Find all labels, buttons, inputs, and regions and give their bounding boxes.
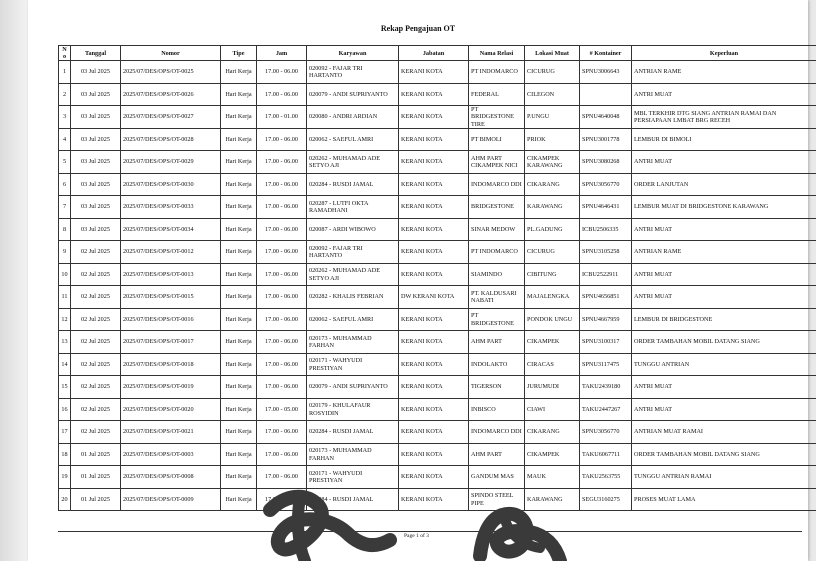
cell-lokasi-muat: KARAWANG — [525, 196, 580, 219]
cell-karyawan: 020284 - RUSDI JAMAL — [307, 173, 399, 196]
cell-karyawan: 020079 - ANDI SUPRIYANTO — [307, 83, 399, 106]
cell-karyawan: 020062 - SAEFUL AMRI — [307, 128, 399, 151]
cell-nama-relasi: PT BRIDGESTONE — [469, 308, 525, 331]
cell-jam: 17.00 - 06.00 — [257, 308, 307, 331]
cell-jabatan: KERANI KOTA — [399, 353, 469, 376]
cell-kontainer: SPNU4656851 — [580, 286, 632, 309]
cell-keperluan: LEMBUR DI BRIDGESTONE — [632, 308, 816, 331]
cell-jam: 17.00 - 06.00 — [257, 218, 307, 241]
cell-nama-relasi: SPINDO STEEL PIPE — [469, 488, 525, 511]
cell-jam: 17.00 - 06.00 — [257, 196, 307, 219]
cell-tipe: Hari Kerja — [221, 128, 257, 151]
cell-no: 3 — [59, 106, 71, 129]
cell-jabatan: KERANI KOTA — [399, 61, 469, 84]
cell-nama-relasi: INBISCO — [469, 398, 525, 421]
cell-jam: 17.00 - 06.00 — [257, 353, 307, 376]
cell-lokasi-muat: JURUMUDI — [525, 376, 580, 399]
cell-no: 20 — [59, 488, 71, 511]
cell-tipe: Hari Kerja — [221, 106, 257, 129]
col-header-no: No — [59, 46, 71, 61]
cell-jabatan: KERANI KOTA — [399, 218, 469, 241]
cell-tanggal: 01 Jul 2025 — [71, 466, 121, 489]
cell-karyawan: 020173 - MUHAMMAD FARHAN — [307, 331, 399, 354]
cell-jam: 17.00 - 06.00 — [257, 376, 307, 399]
cell-keperluan: MBL TERKHIR DTG SIANG ANTRIAN RAMAI DAN PERSIAPAAN LMBAT BRG RECEH — [632, 106, 816, 129]
cell-nomor: 2025/07/DES/OPS/OT-0017 — [121, 331, 221, 354]
cell-tipe: Hari Kerja — [221, 173, 257, 196]
cell-tanggal: 02 Jul 2025 — [71, 398, 121, 421]
cell-kontainer: TAKU2563755 — [580, 466, 632, 489]
cell-jabatan: KERANI KOTA — [399, 196, 469, 219]
cell-tipe: Hari Kerja — [221, 421, 257, 444]
cell-nomor: 2025/07/DES/OPS/OT-0029 — [121, 151, 221, 174]
cell-tanggal: 02 Jul 2025 — [71, 421, 121, 444]
cell-keperluan: ANTRIAN MUAT RAMAI — [632, 421, 816, 444]
cell-tanggal: 03 Jul 2025 — [71, 196, 121, 219]
cell-tipe: Hari Kerja — [221, 218, 257, 241]
cell-jam: 17.00 - 06.00 — [257, 331, 307, 354]
cell-nomor: 2025/07/DES/OPS/OT-0030 — [121, 173, 221, 196]
cell-nama-relasi: TIGERSON — [469, 376, 525, 399]
cell-tanggal: 01 Jul 2025 — [71, 488, 121, 511]
cell-tipe: Hari Kerja — [221, 83, 257, 106]
cell-tipe: Hari Kerja — [221, 443, 257, 466]
cell-lokasi-muat: CIAWI — [525, 398, 580, 421]
cell-keperluan: ORDER LANJUTAN — [632, 173, 816, 196]
cell-jabatan: KERANI KOTA — [399, 331, 469, 354]
cell-keperluan: ANTRIAN RAME — [632, 61, 816, 84]
cell-jam: 17.00 - 06.00 — [257, 421, 307, 444]
cell-nama-relasi: SIAMINDO — [469, 263, 525, 286]
cell-lokasi-muat: PRIOK — [525, 128, 580, 151]
cell-jabatan: KERANI KOTA — [399, 173, 469, 196]
cell-keperluan: ANTRI MUAT — [632, 376, 816, 399]
col-header-keperluan: Keperluan — [632, 46, 816, 61]
cell-tipe: Hari Kerja — [221, 331, 257, 354]
cell-karyawan: 020284 - RUSDI JAMAL — [307, 421, 399, 444]
col-header-tipe: Tipe — [221, 46, 257, 61]
cell-keperluan: ORDER TAMBAHAN MOBIL DATANG SIANG — [632, 331, 816, 354]
cell-lokasi-muat: CICURUG — [525, 241, 580, 264]
cell-karyawan: 020087 - ARDI WIBOWO — [307, 218, 399, 241]
cell-kontainer: TAKU2447267 — [580, 398, 632, 421]
cell-lokasi-muat: CIKARANG — [525, 421, 580, 444]
cell-tanggal: 03 Jul 2025 — [71, 218, 121, 241]
cell-jabatan: KERANI KOTA — [399, 488, 469, 511]
cell-keperluan: PROSES MUAT LAMA — [632, 488, 816, 511]
col-header-jabatan: Jabatan — [399, 46, 469, 61]
cell-kontainer: TAKU6067711 — [580, 443, 632, 466]
cell-jam: 17.00 - 01.00 — [257, 106, 307, 129]
cell-no: 18 — [59, 443, 71, 466]
cell-jabatan: KERANI KOTA — [399, 263, 469, 286]
scribble-stroke — [270, 497, 390, 550]
cell-nomor: 2025/07/DES/OPS/OT-0019 — [121, 376, 221, 399]
cell-lokasi-muat: CILEGON — [525, 83, 580, 106]
col-header-lokasi-muat: Lokasi Muat — [525, 46, 580, 61]
cell-tanggal: 03 Jul 2025 — [71, 173, 121, 196]
cell-lokasi-muat: CIKARANG — [525, 173, 580, 196]
col-header-nomor: Nomor — [121, 46, 221, 61]
cell-kontainer: SPNU3056770 — [580, 173, 632, 196]
cell-no: 17 — [59, 421, 71, 444]
page-title: Rekap Pengajuan OT — [380, 24, 456, 33]
cell-nomor: 2025/07/DES/OPS/OT-0034 — [121, 218, 221, 241]
cell-lokasi-muat: PL.GADUNG — [525, 218, 580, 241]
cell-nomor: 2025/07/DES/OPS/OT-0033 — [121, 196, 221, 219]
cell-keperluan: TUNGGU ANTRIAN — [632, 353, 816, 376]
cell-karyawan: 020092 - FAJAR TRI HARTANTO — [307, 61, 399, 84]
cell-lokasi-muat: CIKAMPEK KARAWANG — [525, 151, 580, 174]
cell-kontainer: SPNU3100317 — [580, 331, 632, 354]
col-header-kontainer: # Kontainer — [580, 46, 632, 61]
cell-tanggal: 02 Jul 2025 — [71, 308, 121, 331]
cell-no: 15 — [59, 376, 71, 399]
col-header-tanggal: Tanggal — [71, 46, 121, 61]
cell-keperluan: TUNGGU ANTRIAN RAMAI — [632, 466, 816, 489]
cell-lokasi-muat: CICURUG — [525, 61, 580, 84]
cell-karyawan: 020287 - LUTFI OKTA RAMADHANI — [307, 196, 399, 219]
cell-nama-relasi: GANDUM MAS — [469, 466, 525, 489]
cell-kontainer: SPNU3006643 — [580, 61, 632, 84]
cell-no: 8 — [59, 218, 71, 241]
cell-keperluan: ANTRI MUAT — [632, 286, 816, 309]
cell-no: 10 — [59, 263, 71, 286]
cell-tanggal: 02 Jul 2025 — [71, 286, 121, 309]
cell-lokasi-muat: CIRACAS — [525, 353, 580, 376]
cell-keperluan: LEMBUR MUAT DI BRIDGESTONE KARAWANG — [632, 196, 816, 219]
cell-no: 14 — [59, 353, 71, 376]
cell-nomor: 2025/07/DES/OPS/OT-0012 — [121, 241, 221, 264]
cell-keperluan: ANTRI MUAT — [632, 218, 816, 241]
cell-kontainer: SPNU3056770 — [580, 421, 632, 444]
cell-nama-relasi: PT BIMOLI — [469, 128, 525, 151]
cell-nomor: 2025/07/DES/OPS/OT-0021 — [121, 421, 221, 444]
cell-keperluan: LEMBUR DI BIMOLI — [632, 128, 816, 151]
cell-jam: 17.00 - 05.00 — [257, 398, 307, 421]
cell-lokasi-muat: MAJALENGKA — [525, 286, 580, 309]
cell-tanggal: 03 Jul 2025 — [71, 106, 121, 129]
cell-tipe: Hari Kerja — [221, 488, 257, 511]
cell-jabatan: KERANI KOTA — [399, 83, 469, 106]
cell-no: 5 — [59, 151, 71, 174]
cell-tipe: Hari Kerja — [221, 466, 257, 489]
scribble-stroke — [298, 498, 305, 561]
cell-tanggal: 02 Jul 2025 — [71, 331, 121, 354]
cell-nomor: 2025/07/DES/OPS/OT-0028 — [121, 128, 221, 151]
cell-kontainer: SEGU3160275 — [580, 488, 632, 511]
cell-keperluan: ANTRI MUAT — [632, 151, 816, 174]
cell-nomor: 2025/07/DES/OPS/OT-0026 — [121, 83, 221, 106]
cell-tipe: Hari Kerja — [221, 196, 257, 219]
cell-no: 11 — [59, 286, 71, 309]
cell-jabatan: KERANI KOTA — [399, 443, 469, 466]
cell-no: 19 — [59, 466, 71, 489]
cell-no: 12 — [59, 308, 71, 331]
cell-jam: 17.00 - 06.00 — [257, 443, 307, 466]
cell-no: 9 — [59, 241, 71, 264]
cell-tipe: Hari Kerja — [221, 286, 257, 309]
cell-lokasi-muat: KARAWANG — [525, 488, 580, 511]
cell-nomor: 2025/07/DES/OPS/OT-0020 — [121, 398, 221, 421]
cell-nomor: 2025/07/DES/OPS/OT-0013 — [121, 263, 221, 286]
cell-nama-relasi: INDOLAKTO — [469, 353, 525, 376]
cell-jam: 17.00 - 06.00 — [257, 151, 307, 174]
cell-no: 7 — [59, 196, 71, 219]
cell-tipe: Hari Kerja — [221, 353, 257, 376]
cell-jabatan: KERANI KOTA — [399, 308, 469, 331]
cell-nama-relasi: PT. KALDUSARI NABATI — [469, 286, 525, 309]
cell-tanggal: 02 Jul 2025 — [71, 376, 121, 399]
cell-karyawan: 020262 - MUHAMAD ADE SETYO AJI — [307, 263, 399, 286]
cell-kontainer: SPNU3001778 — [580, 128, 632, 151]
cell-nomor: 2025/07/DES/OPS/OT-0027 — [121, 106, 221, 129]
col-header-karyawan: Karyawan — [307, 46, 399, 61]
cell-jam: 17.00 - 06.00 — [257, 466, 307, 489]
cell-jam: 17.00 - 06.00 — [257, 128, 307, 151]
cell-jam: 17.00 - 06.00 — [257, 241, 307, 264]
cell-tanggal: 02 Jul 2025 — [71, 263, 121, 286]
cell-kontainer: SPNU4640048 — [580, 106, 632, 129]
cell-nama-relasi: INDOMARCO DDI — [469, 421, 525, 444]
cell-karyawan: 020171 - WAHYUDI PRESTIYAN — [307, 466, 399, 489]
cell-kontainer: SPNU3080268 — [580, 151, 632, 174]
cell-tanggal: 03 Jul 2025 — [71, 61, 121, 84]
cell-jabatan: KERANI KOTA — [399, 106, 469, 129]
cell-keperluan: ANTRI MUAT — [632, 398, 816, 421]
cell-lokasi-muat: CIBITUNG — [525, 263, 580, 286]
cell-lokasi-muat: MAUK — [525, 466, 580, 489]
col-header-jam: Jam — [257, 46, 307, 61]
cell-karyawan: 020179 - KHULAFAUR ROSYIDIN — [307, 398, 399, 421]
cell-karyawan: 020062 - SAEFUL AMRI — [307, 308, 399, 331]
cell-karyawan: 020171 - WAHYUDI PRESTIYAN — [307, 353, 399, 376]
cell-jam: 17.00 - 06.00 — [257, 286, 307, 309]
cell-kontainer: TAKU2439180 — [580, 376, 632, 399]
cell-nama-relasi: BRIDGESTONE — [469, 196, 525, 219]
cell-jam: 17.00 - 06.00 — [257, 263, 307, 286]
cell-jabatan: KERANI KOTA — [399, 398, 469, 421]
cell-nomor: 2025/07/DES/OPS/OT-0009 — [121, 488, 221, 511]
cell-nama-relasi: SINAR MEDOW — [469, 218, 525, 241]
cell-nama-relasi: INDOMARCO DDI — [469, 173, 525, 196]
cell-kontainer: SPNU3105258 — [580, 241, 632, 264]
cell-nama-relasi: AHM PART — [469, 443, 525, 466]
cell-kontainer: ICBU2506335 — [580, 218, 632, 241]
cell-karyawan: 020092 - FAJAR TRI HARTANTO — [307, 241, 399, 264]
cell-tanggal: 03 Jul 2025 — [71, 83, 121, 106]
cell-no: 13 — [59, 331, 71, 354]
cell-karyawan: 020284 - RUSDI JAMAL — [307, 488, 399, 511]
cell-nama-relasi: FEDERAL — [469, 83, 525, 106]
cell-nomor: 2025/07/DES/OPS/OT-0015 — [121, 286, 221, 309]
cell-nama-relasi: PT INDOMARCO — [469, 61, 525, 84]
cell-nomor: 2025/07/DES/OPS/OT-0018 — [121, 353, 221, 376]
cell-nomor: 2025/07/DES/OPS/OT-0008 — [121, 466, 221, 489]
cell-karyawan: 020173 - MUHAMMAD FARHAN — [307, 443, 399, 466]
cell-tipe: Hari Kerja — [221, 398, 257, 421]
cell-kontainer: SPNU3117475 — [580, 353, 632, 376]
cell-tanggal: 01 Jul 2025 — [71, 443, 121, 466]
cell-jam: 17.00 - 06.00 — [257, 173, 307, 196]
cell-jabatan: KERANI KOTA — [399, 466, 469, 489]
cell-lokasi-muat: CIKAMPEK — [525, 443, 580, 466]
cell-jabatan: KERANI KOTA — [399, 151, 469, 174]
cell-kontainer: ICBU2522911 — [580, 263, 632, 286]
cell-no: 1 — [59, 61, 71, 84]
cell-jabatan: KERANI KOTA — [399, 376, 469, 399]
cell-nama-relasi: AHM PART CIKAMPEK NICI — [469, 151, 525, 174]
cell-lokasi-muat: CIKAMPEK — [525, 331, 580, 354]
cell-no: 4 — [59, 128, 71, 151]
cell-tipe: Hari Kerja — [221, 376, 257, 399]
cell-lokasi-muat: PONDOK UNGU — [525, 308, 580, 331]
cell-keperluan: ORDER TAMBAHAN MOBIL DATANG SIANG — [632, 443, 816, 466]
cell-kontainer: SPNU4646431 — [580, 196, 632, 219]
cell-tipe: Hari Kerja — [221, 263, 257, 286]
cell-nomor: 2025/07/DES/OPS/OT-0025 — [121, 61, 221, 84]
cell-jabatan: KERANI KOTA — [399, 128, 469, 151]
cell-no: 6 — [59, 173, 71, 196]
page-number: Page 1 of 3 — [404, 533, 429, 539]
cell-keperluan: ANTRI MUAT — [632, 263, 816, 286]
cell-karyawan: 020079 - ANDI SUPRIYANTO — [307, 376, 399, 399]
cell-jam: 17.00 - 06.00 — [257, 83, 307, 106]
cell-tipe: Hari Kerja — [221, 151, 257, 174]
cell-keperluan: ANTRI MUAT — [632, 83, 816, 106]
cell-karyawan: 020282 - KHALIS FEBRIAN — [307, 286, 399, 309]
cell-jabatan: KERANI KOTA — [399, 421, 469, 444]
cell-nama-relasi: PT BRIDGESTONE TIRE — [469, 106, 525, 129]
col-header-nama-relasi: Nama Relasi — [469, 46, 525, 61]
cell-jabatan: DW KERANI KOTA — [399, 286, 469, 309]
cell-nama-relasi: PT INDOMARCO — [469, 241, 525, 264]
cell-nama-relasi: AHM PART — [469, 331, 525, 354]
cell-nomor: 2025/07/DES/OPS/OT-0016 — [121, 308, 221, 331]
cell-karyawan: 020262 - MUHAMAD ADE SETYO AJI — [307, 151, 399, 174]
cell-jam: 17.00 - 06.00 — [257, 61, 307, 84]
cell-tipe: Hari Kerja — [221, 308, 257, 331]
cell-no: 2 — [59, 83, 71, 106]
cell-tanggal: 02 Jul 2025 — [71, 353, 121, 376]
cell-tipe: Hari Kerja — [221, 61, 257, 84]
cell-tanggal: 02 Jul 2025 — [71, 241, 121, 264]
cell-jabatan: KERANI KOTA — [399, 241, 469, 264]
cell-jam: 17.00 - 06.00 — [257, 488, 307, 511]
cell-kontainer: SPNU4667959 — [580, 308, 632, 331]
cell-karyawan: 020080 - ANDRI ARDIAN — [307, 106, 399, 129]
cell-tanggal: 03 Jul 2025 — [71, 151, 121, 174]
cell-tanggal: 03 Jul 2025 — [71, 128, 121, 151]
cell-tipe: Hari Kerja — [221, 241, 257, 264]
cell-no: 16 — [59, 398, 71, 421]
cell-nomor: 2025/07/DES/OPS/OT-0003 — [121, 443, 221, 466]
cell-lokasi-muat: P.UNGU — [525, 106, 580, 129]
cell-keperluan: ANTRIAN RAME — [632, 241, 816, 264]
